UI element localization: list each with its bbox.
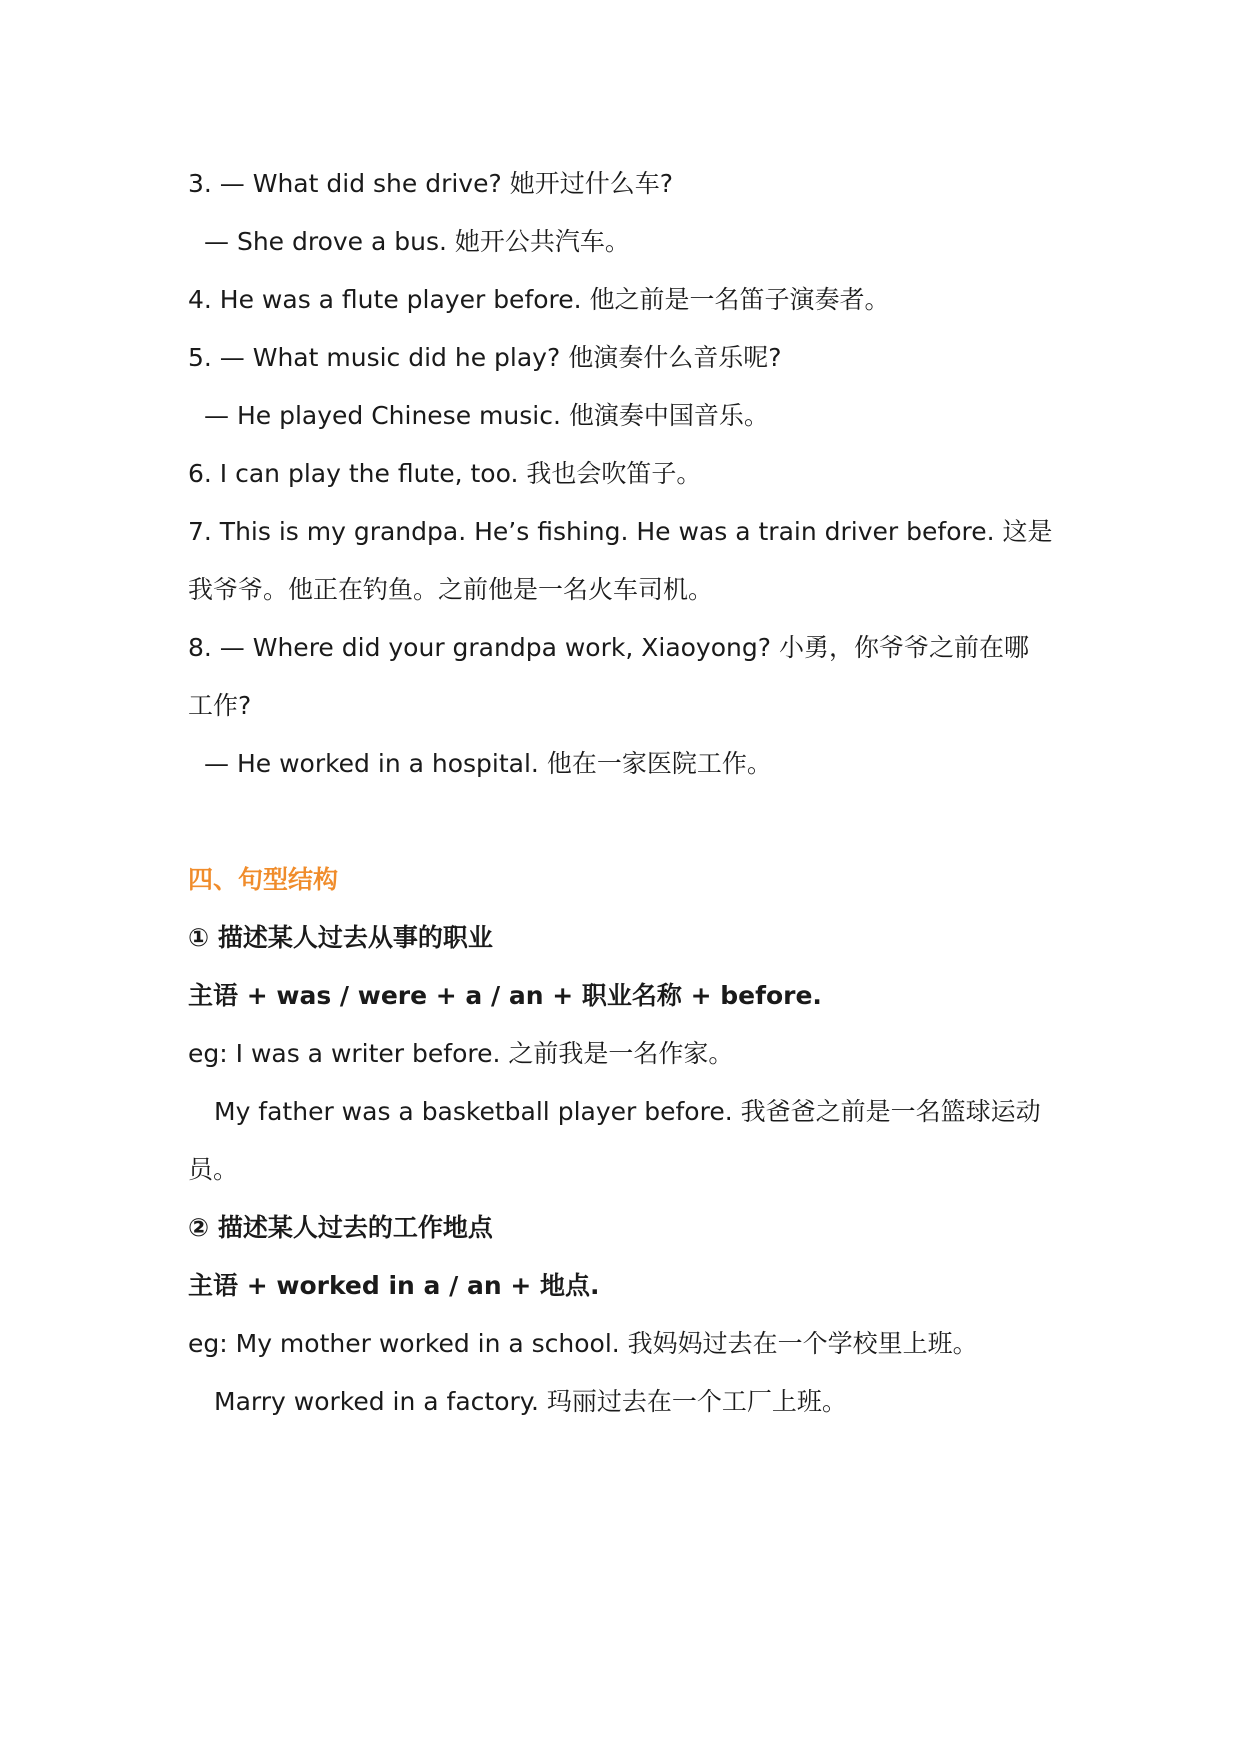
item-2-heading: ② 描述某人过去的工作地点 bbox=[188, 1213, 493, 1242]
dialogue-line-3-answer: — She drove a bus. 她开公共汽车。 bbox=[204, 227, 630, 256]
dialogue-line-3-question: 3. — What did she drive? 她开过什么车? bbox=[188, 169, 673, 198]
dialogue-line-8-question: 8. — Where did your grandpa work, Xiaoyong? 小勇，你爷爷之前在哪 bbox=[188, 633, 1029, 662]
item-2-structure: 主语 + worked in a / an + 地点. bbox=[188, 1271, 600, 1300]
item-2-example-1: eg: My mother worked in a school. 我妈妈过去在一个学校里上班。 bbox=[188, 1329, 978, 1358]
item-2-example-2: Marry worked in a factory. 玛丽过去在一个工厂上班。 bbox=[214, 1387, 847, 1416]
dialogue-line-5-question: 5. — What music did he play? 他演奏什么音乐呢? bbox=[188, 343, 782, 372]
sentence-line-7-cont: 我爷爷。他正在钓鱼。之前他是一名火车司机。 bbox=[188, 575, 714, 604]
sentence-line-4: 4. He was a flute player before. 他之前是一名笛子演奏者。 bbox=[188, 285, 890, 314]
item-1-structure: 主语 + was / were + a / an + 职业名称 + before. bbox=[188, 981, 822, 1010]
sentence-line-6: 6. I can play the flute, too. 我也会吹笛子。 bbox=[188, 459, 702, 488]
dialogue-line-8-answer: — He worked in a hospital. 他在一家医院工作。 bbox=[204, 749, 772, 778]
item-1-example-2-cont: 员。 bbox=[188, 1155, 239, 1184]
dialogue-line-5-answer: — He played Chinese music. 他演奏中国音乐。 bbox=[204, 401, 769, 430]
section-title: 四、句型结构 bbox=[188, 865, 339, 894]
dialogue-line-8-question-cont: 工作? bbox=[188, 691, 252, 720]
item-1-example-2: My father was a basketball player before. 我爸爸之前是一名篮球运动 bbox=[214, 1097, 1041, 1126]
sentence-line-7: 7. This is my grandpa. He’s fishing. He was a train driver before. 这是 bbox=[188, 517, 1053, 546]
item-1-example-1: eg: I was a writer before. 之前我是一名作家。 bbox=[188, 1039, 734, 1068]
item-1-heading: ① 描述某人过去从事的职业 bbox=[188, 923, 493, 952]
